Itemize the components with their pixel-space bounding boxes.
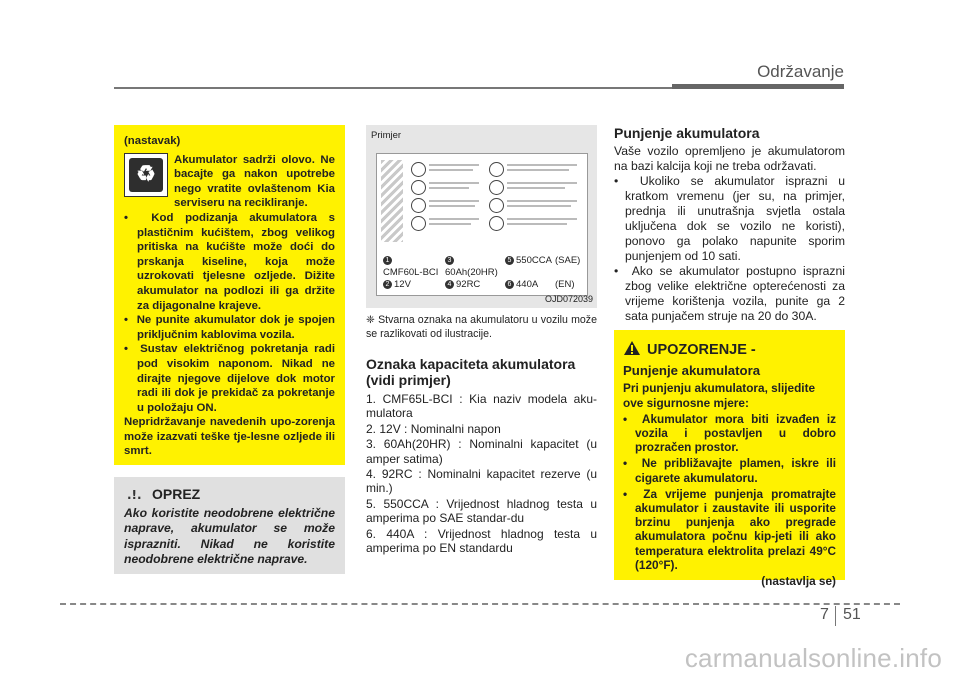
label-warning-stripe bbox=[381, 160, 403, 242]
warning-box-closing: Nepridržavanje navedenih upo-zorenja može izazvati teške tje-lesne ozljede ili smrt. bbox=[124, 416, 335, 458]
charging-bullet-1: • Ukoliko se akumulator isprazni u kratkom vremenu (jer su, na primjer, prednja ili unutrašnja svjetla ostala uključena dok se vozilo ne koristi), ponovo ga polako napunite sporim punjenjem od 10 sati. bbox=[614, 174, 845, 263]
warning-triangle-icon bbox=[623, 340, 641, 359]
charging-bullet-2: • Ako se akumulator postupno isprazni zbog velike električne opterećenosti za vrijeme korištenja vozila, punite ga 2 sata punjačem struje na 20 do 30A. bbox=[614, 264, 845, 323]
header-rule-accent bbox=[672, 84, 844, 89]
charging-warning-box bbox=[614, 330, 845, 589]
warning2-bullet-3: • Za vrijeme punjenja promatrajte akumulator i zaustavite ili usporite brzinu punjenja ako pregrade akumulatora počnu kip-jeti ili ako temperatura elektrolita prelazi 49°C (120°F). bbox=[623, 486, 836, 572]
page-separator bbox=[835, 606, 836, 626]
warning-bullet-3: • Sustav električnog pokretanja radi pod visokim naponom. Nikad ne dirajte njegove dijelove dok motor radi ili dok je prekidač za pokretanje u položaju ON. bbox=[124, 343, 335, 414]
warning2-subtitle: Punjenje akumulatora bbox=[623, 363, 761, 379]
footer-rule bbox=[60, 603, 900, 605]
figure-note: ❈ Stvarna oznaka na akumulatoru u vozilu može se razlikovati od ilustracije. bbox=[366, 314, 597, 340]
warning-bullet-1: • Kod podizanja akumulatora s plastičnim kućištem, zbog velikog pritiska na kućište može doći do prskanja kiseline, koja može uzrokovati tjelesne ozljede. Dižite akumulator na podlozi ili ga držite za dijagonalne krajeve. bbox=[124, 211, 335, 312]
caution-box bbox=[114, 477, 345, 574]
label-ratings: 1CMF60L-BCI 360Ah(20HR) 5 550CCA (SAE) 2 12V 4 92RC 6 440A (EN) bbox=[383, 255, 581, 290]
svg-text:.!.: .!. bbox=[127, 488, 142, 502]
chapter-number: 7 bbox=[820, 606, 829, 623]
capacity-title: Oznaka kapaciteta akumulatora (vidi primjer) bbox=[366, 356, 576, 388]
battery-label-figure bbox=[366, 125, 597, 308]
capacity-item: 1. CMF65L-BCI : Kia naziv modela aku-mulatora bbox=[366, 392, 597, 421]
capacity-item: 6. 440A : Vrijednost hladnog testa u amperima po EN standardu bbox=[366, 526, 597, 556]
charging-title: Punjenje akumulatora bbox=[614, 125, 760, 141]
warning-box-continued bbox=[114, 125, 345, 465]
capacity-item: 3. 60Ah(20HR) : Nominalni kapacitet (u amper satima) bbox=[366, 437, 597, 466]
warning2-bullet-1: • Akumulator mora biti izvađen iz vozila i postavljen u dobro prozračen prostor. bbox=[623, 411, 837, 455]
watermark: carmanualsonline.info bbox=[684, 643, 942, 673]
caution-title: OPREZ bbox=[152, 486, 201, 502]
figure-caption: Primjer bbox=[371, 130, 402, 141]
recycle-icon: ♻ bbox=[124, 153, 168, 197]
battery-label-illustration bbox=[376, 153, 588, 296]
capacity-item: 2. 12V : Nominalni napon bbox=[366, 421, 501, 436]
charging-intro: Vaše vozilo opremljeno je akumulatorom na bazi kalcija koji ne treba održavati. bbox=[614, 144, 845, 173]
warning2-continued: (nastavlja se) bbox=[761, 574, 836, 589]
warning-bullet-2: • Ne punite akumulator dok je spojen priključnim kablovima vozila. bbox=[124, 314, 335, 341]
figure-code: OJD072039 bbox=[544, 294, 593, 304]
capacity-item: 5. 550CCA : Vrijednost hladnog testa u amperima po SAE standar-du bbox=[366, 496, 597, 526]
warning-box-heading: (nastavak) bbox=[124, 135, 181, 147]
charging-body bbox=[614, 144, 845, 324]
page-number: 51 bbox=[843, 606, 861, 623]
capacity-item: 4. 92RC : Nominalni kapacitet rezerve (u min.) bbox=[366, 467, 597, 496]
warning2-bullet-2: • Ne približavajte plamen, iskre ili cigarete akumulatoru. bbox=[623, 456, 837, 485]
caution-exclamation-icon bbox=[124, 485, 148, 503]
section-title: Održavanje bbox=[757, 62, 844, 81]
warning2-intro: Pri punjenju akumulatora, slijedite ove sigurnosne mjere: bbox=[623, 381, 816, 410]
capacity-list bbox=[366, 392, 597, 556]
caution-text: Ako koristite neodobrene električne naprave, akumulator se može isprazniti. Nikad ne koristite neodobrene električne naprave. bbox=[124, 506, 335, 567]
warning-box-lead: Akumulator sadrži olovo. Ne bacajte ga nakon upotrebe nego vratite ovlaštenom Kia serviseru na recikliranje. bbox=[174, 153, 335, 210]
warning2-title: UPOZORENJE - bbox=[647, 341, 756, 358]
